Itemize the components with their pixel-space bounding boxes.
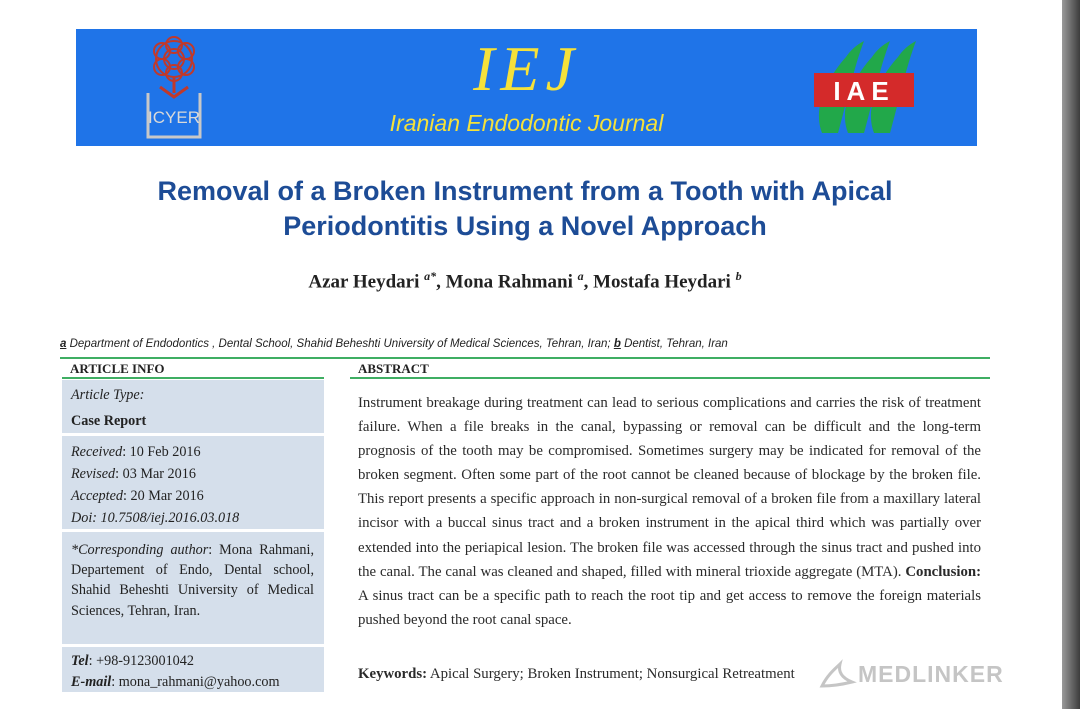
accepted-date — [71, 485, 204, 507]
doi — [71, 507, 239, 529]
article-type-value: Case Report — [71, 413, 147, 429]
viewer-edge — [1062, 0, 1080, 709]
article-title-line2: Periodontitis Using a Novel Approach — [283, 211, 767, 241]
email-value: : mona_rahmani@yahoo.com — [111, 674, 280, 690]
doi-label: Doi — [71, 510, 93, 526]
author-list: Azar Heydari $^{a*}$, Mona Rahmani $^a$, Mostafa Heydari $^b$ — [308, 269, 742, 293]
doi-value: : 10.7508/iej.2016.03.018 — [92, 510, 240, 526]
author-mark: a* — [424, 269, 437, 283]
author-name: Mona Rahmani — [445, 271, 573, 293]
watermark: MEDLINKER — [858, 661, 1004, 687]
received-date — [71, 441, 201, 463]
info-divider — [62, 644, 324, 647]
accepted-value: : 20 Mar 2016 — [122, 488, 204, 504]
author-name: Mostafa Heydari — [593, 271, 731, 293]
author-mark: b — [735, 269, 742, 283]
author-name: Azar Heydari — [308, 271, 420, 293]
revised-date — [71, 463, 196, 485]
journal-banner — [76, 29, 977, 146]
keywords — [358, 666, 795, 683]
tel-value: : +98-9123001042 — [88, 653, 194, 669]
telephone — [71, 650, 194, 672]
journal-acronym: IEJ — [473, 33, 580, 104]
article-title-line1: Removal of a Broken Instrument from a Tooth with Apical — [157, 176, 893, 206]
conclusion-label: Conclusion: — [905, 563, 982, 580]
affiliation-a-mark: a — [60, 338, 67, 350]
abstract-body — [358, 391, 981, 632]
tel-label: Tel — [71, 653, 89, 669]
iae-logo-icon — [808, 37, 920, 137]
info-divider — [62, 529, 324, 532]
abstract-text: Instrument breakage during treatment can lead to serious complications and carries the risk of treatment failure. When a file breaks in the canal, bypassing or removal can be difficult and the long-term prognosis of the tooth may be compromised. Sometimes surgery may be indicated for removal of the broken segment. Often some part of the root cannot be cleaned because of blockage by the broken file. This report presents a specific approach in non-surgical removal of a broken file from a maxillary lateral incisor with a buccal sinus tract and a broken instrument in the apical third which was partially over extended into the periapical lesion. The broken file was accessed through the sinus tract and pushed into the canal. The canal was cleaned and shaped, filled with mineral trioxide aggregate (MTA). — [358, 395, 981, 580]
journal-name: Iranian Endodontic Journal — [389, 110, 664, 136]
affiliations — [60, 338, 1000, 350]
info-divider — [62, 433, 324, 436]
email-label: E-mail — [71, 674, 112, 690]
abstract-heading: ABSTRACT — [358, 361, 429, 376]
revised-label: Revised — [71, 466, 116, 482]
right-logo-label: IAE — [833, 76, 895, 106]
info-heading-rule — [62, 377, 324, 379]
section-rule-top — [60, 357, 990, 359]
accepted-label: Accepted — [71, 488, 123, 504]
article-info-heading: ARTICLE INFO — [70, 361, 165, 376]
medlinker-logo-icon — [818, 656, 858, 696]
corresponding-author — [71, 540, 314, 621]
article-type-label: Article Type: — [71, 387, 145, 403]
keywords-label: Keywords: — [358, 666, 428, 682]
email — [71, 671, 280, 693]
received-label: Received — [71, 444, 123, 460]
corresponding-label: *Corresponding author — [71, 542, 209, 558]
keywords-text: Apical Surgery; Broken Instrument; Nonsurgical Retreatment — [427, 666, 795, 682]
left-logo-label: ICYER — [148, 108, 200, 127]
affiliation-b-mark: b — [613, 338, 621, 350]
author-mark: a — [577, 269, 584, 283]
corresponding-text: : Mona Rahmani, Departement of Endo, Dental school, Shahid Beheshti University of Medical Sciences, Tehran, Iran. — [71, 542, 314, 619]
conclusion-text: A sinus tract can be a specific path to reach the root tip and get access to remove the foreign materials pushed beyond the root canal space. — [358, 587, 981, 628]
received-value: : 10 Feb 2016 — [122, 444, 201, 460]
article-title — [60, 174, 990, 244]
affiliation-b: Dentist, Tehran, Iran — [624, 338, 728, 350]
revised-value: : 03 Mar 2016 — [115, 466, 196, 482]
abstract-heading-rule — [350, 377, 990, 379]
affiliation-a: Department of Endodontics , Dental School, Shahid Beheshti University of Medical Sciences, Tehran, Iran; — [69, 338, 611, 350]
